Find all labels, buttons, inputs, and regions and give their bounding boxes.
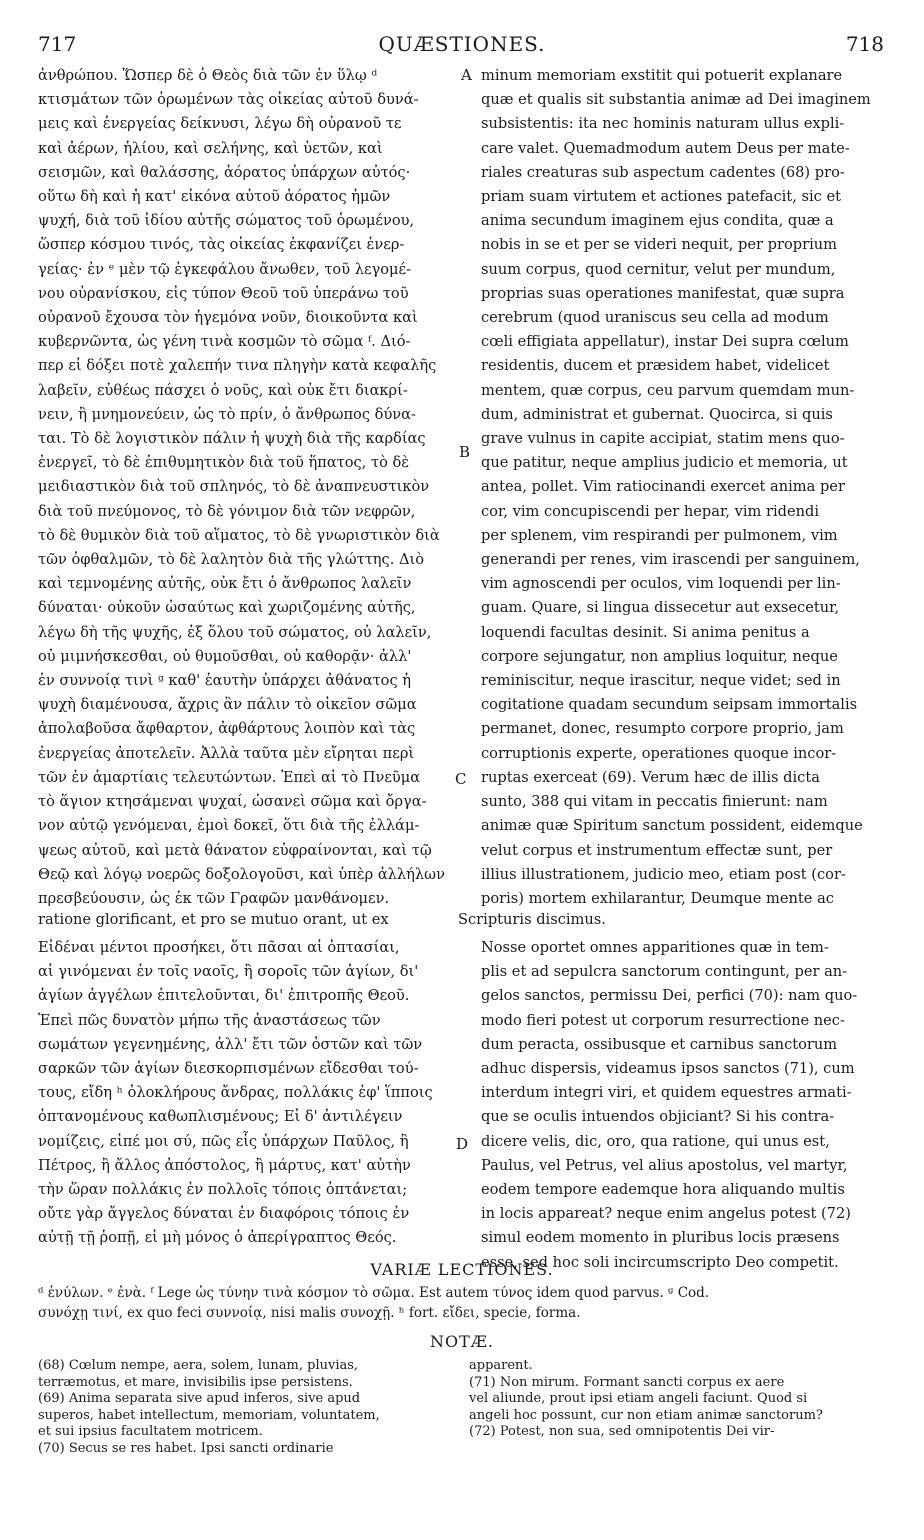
greek-line: περ εἰ δόξει ποτὲ χαλεπήν τινα πληγὴν κατὰ κεφαλῆς [38,357,437,375]
margin-letter-c: C [455,770,467,788]
latin-line: corruptionis experte, operationes quoque incor- [481,744,837,762]
latin-line: velut corpus et instrumentum effectæ sunt, per [481,841,833,859]
latin-line: generandi per renes, vim irascendi per sanguinem, [481,551,860,569]
full-width-line-left: ratione glorificant, et pro se mutuo orant, ut ex [38,911,389,928]
greek-line: νου οὐρανίσκου, εἰς τύπον Θεοῦ τοῦ ὑπεράνω τοῦ [38,284,409,302]
note-line: terræmotus, et mare, invisibilis ipse persistens. [38,1374,353,1390]
latin-line: mentem, quæ corpus, ceu parvum quemdam mun- [481,381,855,399]
latin-line: sunto, 388 qui vitam in peccatis finierunt: nam [481,793,828,811]
greek-line: αὐτῇ τῇ ῥοπῇ, εἰ μὴ μόνος ὁ ἀπερίγραπτος Θεός. [38,1229,397,1247]
notes-left-column [38,1358,456,1457]
greek-line: πρεσβεύουσιν, ὡς ἐκ τῶν Γραφῶν μανθάνομεν. [38,889,390,907]
latin-text-column-2 [481,936,880,1275]
greek-line: διὰ τοῦ πνεύμονος, τὸ δὲ γόνιμον διὰ τῶν νεφρῶν, [38,502,416,520]
latin-line: plis et ad sepulcra sanctorum contingunt, per an- [481,963,848,981]
note-line: (70) Secus se res habet. Ipsi sancti ordinarie [38,1440,334,1456]
margin-letter-b: B [459,443,471,461]
latin-line: animæ quæ Spiritum sanctum possident, eidemque [481,817,863,835]
greek-line: ἐνεργεῖ, τὸ δὲ ἐπιθυμητικὸν διὰ τοῦ ἥπατος, τὸ δὲ [38,454,410,472]
latin-line: corpore sejungatur, non amplius loquitur, neque [481,647,838,665]
latin-line: gelos sanctos, permissu Dei, perfici (70): nam quo- [481,987,858,1005]
greek-line: ψυχὴ διαμένουσα, ἄχρις ἂν πάλιν τὸ οἰκεῖον σῶμα [38,696,417,714]
note-line: (69) Anima separata sive apud inferos, sive apud [38,1391,361,1406]
greek-line: ὀπτανομένους καθωπλισμένους; Εἰ δ' ἀντιλέγειν [38,1108,403,1126]
greek-line: ψυχή, διὰ τοῦ ἰδίου αὐτῆς σώματος τοῦ ὁρωμένου, [38,212,415,230]
latin-line: cogitatione quadam secundum seipsam immortalis [481,696,858,714]
greek-line: τὸ δὲ θυμικὸν διὰ τοῦ αἵματος, τὸ δὲ γνωριστικὸν διὰ [38,526,440,544]
greek-line: οὕτω δὴ καὶ ἡ κατ' εἰκόνα αὐτοῦ ἀόρατος ἡμῶν [38,188,391,206]
greek-line: μειδιαστικὸν διὰ τοῦ σπληνός, τὸ δὲ ἀναπνευστικὸν [38,478,430,496]
right-page-number: 718 [845,32,884,56]
note-line: et sui ipsius facultatem motricem. [38,1424,263,1439]
latin-line: Nosse oportet omnes apparitiones quæ in tem- [481,939,829,956]
greek-line: Θεῷ καὶ λόγῳ νοερῶς δοξολογοῦσι, καὶ ὑπὲρ ἀλλήλων [38,865,445,883]
latin-line: dum, administrat et gubernat. Quocirca, si quis [481,405,833,423]
running-title: QUÆSTIONES. [378,32,546,56]
latin-line: simul eodem momento in pluribus locis præsens [481,1229,840,1247]
greek-line: τὴν ὥραν πολλάκις ἐν πολλοῖς τόποις ὀπτάνεται; [38,1181,408,1199]
latin-line: loquendi facultas desinit. Si anima penitus a [481,623,810,641]
greek-line: αἱ γινόμεναι ἐν τοῖς ναοῖς, ἢ σοροῖς τῶν ἁγίων, δι' [38,963,419,981]
greek-text-column [38,64,454,911]
greek-line: σεισμῶν, καὶ θαλάσσης, ἀόρατος ὑπάρχων αὐτός· [38,163,411,181]
greek-line: οὐ μιμνήσκεσθαι, οὐ θυμοῦσθαι, οὐ καθορᾷν· ἀλλ' [38,647,412,665]
greek-line: νον αὐτῷ γενόμεναι, ἐμοὶ δοκεῖ, ὅτι διὰ τῆς ἐλλάμ- [38,817,420,835]
greek-line: μεις καὶ ἐνεργείας δείκνυσι, λέγω δὴ οὐρανοῦ τε [38,115,402,133]
latin-line: modo fieri potest ut corporum resurrectione nec- [481,1011,845,1029]
latin-line: priam suam virtutem et actiones patefacit, sic et [481,188,841,206]
variae-line: συνόχῃ τινί, ex quo feci συννοίᾳ, nisi malis συνοχῇ. ʰ fort. εἴδει, specie, forma. [38,1305,581,1321]
greek-line: λέγω δὴ τῆς ψυχῆς, ἐξ ὅλου τοῦ σώματος, οὐ λαλεῖν, [38,623,432,641]
latin-line: que patitur, neque amplius judicio et memoria, ut [481,454,848,472]
greek-text-column-2 [38,936,454,1251]
latin-line: ruptas exerceat (69). Verum hæc de illis dicta [481,768,820,786]
latin-line: cœli effigiata appellatur), instar Dei supra cœlum [481,333,849,351]
latin-line: que se oculis intuendos objiciant? Si his contra- [481,1108,835,1126]
latin-line: antea, pollet. Vim ratiocinandi exercet anima per [481,478,845,496]
greek-line: νειν, ἢ μνημονεύειν, ὡς τὸ πρίν, ὁ ἄνθρωπος δύνα- [38,405,416,423]
latin-line: riales creaturas sub aspectum cadentes (68) pro- [481,163,845,181]
latin-line: adhuc dispersis, videamus ipsos sanctos (71), cum [481,1060,855,1078]
greek-line: λαβεῖν, εὐθέως πάσχει ὁ νοῦς, καὶ οὐκ ἔτι διακρί- [38,381,408,399]
margin-letter-d: D [456,1135,469,1153]
greek-line: σαρκῶν τῶν ἁγίων διεσκορπισμένων εἴδεσθαι τού- [38,1060,419,1078]
greek-line: ἀνθρώπου. Ὥσπερ δὲ ὁ Θεὸς διὰ τῶν ἐν ὕλῳ ᵈ [38,67,378,84]
latin-line: dum peracta, ossibusque et carnibus sanctorum [481,1035,838,1053]
greek-line: κυβερνῶντα, ὡς γένη τινὰ κοσμῶν τὸ σῶμα ᶠ. Διό- [38,333,411,351]
latin-line: poris) mortem exhilarantur, Deumque mente ac [481,889,834,907]
latin-line: vim agnoscendi per oculos, vim loquendi per lin- [481,575,841,593]
greek-line: δύναται· οὐκοῦν ὡσαύτως καὶ χωριζομένης αὐτῆς, [38,599,416,617]
variae-lectiones [38,1283,890,1323]
greek-line: ται. Τὸ δὲ λογιστικὸν πάλιν ἡ ψυχὴ διὰ τῆς καρδίας [38,430,426,448]
greek-line: Εἰδέναι μέντοι προσήκει, ὅτι πᾶσαι αἱ ὀπτασίαι, [38,939,400,956]
greek-line: οὐρανοῦ ἔχουσα τὸν ἡγεμόνα νοῦν, διοικοῦντα καὶ [38,309,418,327]
greek-line: τῶν ἐν ἁμαρτίαις τελευτώντων. Ἐπεὶ αἱ τὸ Πνεῦμα [38,768,421,786]
greek-line: ὥσπερ κόσμου τινός, τὰς οἰκείας ἐκφανίζει ἐνερ- [38,236,405,254]
latin-line: esse, sed hoc soli incircumscripto Deo competit. [481,1253,839,1271]
left-page-number: 717 [38,32,77,56]
greek-line: ἐνεργείας ἀποτελεῖν. Ἀλλὰ ταῦτα μὲν εἴρηται περὶ [38,744,415,762]
latin-line: anima secundum imaginem ejus condita, quæ a [481,212,834,230]
greek-line: Ἐπεὶ πῶς δυνατὸν μήπω τῆς ἀναστάσεως τῶν [38,1011,381,1029]
full-width-line-right: Scripturis discimus. [458,911,606,928]
greek-line: γείας· ἐν ᵉ μὲν τῷ ἐγκεφάλου ἄνωθεν, τοῦ λεγομέ- [38,260,412,278]
note-line: (72) Potest, non sua, sed omnipotentis Dei vir- [469,1424,775,1439]
latin-line: permanet, donec, resumpto corpore proprio, jam [481,720,844,738]
latin-line: suum corpus, quod cernitur, velut per mundum, [481,260,836,278]
latin-line: interdum integri viri, et quidem equestres armati- [481,1084,852,1102]
latin-line: cerebrum (quod uraniscus seu cella ad modum [481,309,829,327]
latin-line: residentis, ducem et præsidem habet, videlicet [481,357,830,375]
latin-line: care valet. Quemadmodum autem Deus per mate- [481,139,850,157]
greek-line: καὶ ἀέρων, ἡλίου, καὶ σελήνης, καὶ ὑετῶν, καὶ [38,139,383,157]
greek-line: Πέτρος, ἢ ἄλλος ἀπόστολος, ἢ μάρτυς, κατ' αὐτὴν [38,1156,411,1174]
latin-line: guam. Quare, si lingua dissecetur aut exsecetur, [481,599,840,617]
latin-text-column [481,64,880,911]
latin-line: per splenem, vim respirandi per pulmonem, vim [481,526,838,544]
greek-line: ἀπολαβοῦσα ἄφθαρτον, ἀφθάρτους λοιπὸν καὶ τὰς [38,720,416,738]
greek-line: ἐν συννοίᾳ τινὶ ᵍ καθ' ἑαυτὴν ὑπάρχει ἀθάνατος ἡ [38,672,412,690]
note-line: vel aliunde, prout ipsi etiam angeli faciunt. Quod si [469,1391,808,1406]
variae-line: ᵈ ἐνύλων. ᵉ ἐνὰ. ᶠ Lege ὡς τύνην τινὰ κόσμον τὸ σῶμα. Est autem τύνος idem quod parvus. ᵍ Cod. [38,1285,710,1301]
greek-line: νομίζεις, εἰπέ μοι σύ, πῶς εἷς ὑπάρχων Παῦλος, ἢ [38,1132,409,1150]
greek-line: ἁγίων ἀγγέλων ἐπιτελοῦνται, δι' ἐπιτροπῆς Θεοῦ. [38,987,410,1005]
latin-line: illius illustrationem, judicio meo, etiam post (cor- [481,865,846,883]
note-line: (71) Non mirum. Formant sancti corpus ex aere [469,1374,785,1390]
note-line: superos, habet intellectum, memoriam, voluntatem, [38,1407,380,1423]
greek-line: τὸ ἅγιον κτησάμεναι ψυχαί, ὡσανεὶ σῶμα καὶ ὄργα- [38,793,427,811]
latin-line: subsistentis: ita nec hominis naturam ullus expli- [481,115,845,133]
latin-line: dicere velis, dic, oro, qua ratione, qui unus est, [481,1132,830,1150]
greek-line: τῶν ὀφθαλμῶν, τὸ δὲ λαλητὸν διὰ τῆς γλώττης. Διὸ [38,551,425,569]
latin-line: eodem tempore eademque hora aliquando multis [481,1181,845,1199]
latin-line: cor, vim concupiscendi per hepar, vim ridendi [481,502,820,520]
latin-line: Paulus, vel Petrus, vel alius apostolus, vel martyr, [481,1156,848,1174]
note-line: angeli hoc possunt, cur non etiam animæ sanctorum? [469,1407,823,1423]
greek-line: κτισμάτων τῶν ὁρωμένων τὰς οἰκείας αὐτοῦ δυνά- [38,91,419,109]
latin-line: in locis appareat? neque enim angelus potest (72) [481,1205,851,1223]
greek-line: καὶ τεμνομένης αὐτῆς, οὐκ ἔτι ὁ ἄνθρωπος λαλεῖν [38,575,412,593]
margin-letter-a: A [461,66,472,84]
greek-line: ψεως αὐτοῦ, καὶ μετὰ θάνατον εὐφραίνονται, καὶ τῷ [38,841,432,859]
variae-lectiones-heading: VARIÆ LECTIONES. [370,1260,554,1279]
note-line: (68) Cœlum nempe, aera, solem, lunam, pluvias, [38,1358,359,1373]
latin-line: reminiscitur, neque irascitur, neque videt; sed in [481,672,841,690]
notae-heading: NOTÆ. [430,1332,494,1351]
greek-line: σωμάτων γεγενημένης, ἀλλ' ἔτι τῶν ὀστῶν καὶ τῶν [38,1035,423,1053]
greek-line: τους, εἴδη ʰ ὁλοκλήρους ἄνδρας, πολλάκις ἐφ' ἵπποις [38,1084,433,1102]
latin-line: minum memoriam exstitit qui potuerit explanare [481,67,843,84]
latin-line: grave vulnus in capite accipiat, statim mens quo- [481,430,845,448]
latin-line: nobis in se et per se videri nequit, per proprium [481,236,837,254]
latin-line: quæ et qualis sit substantia animæ ad Dei imaginem [481,91,871,109]
greek-line: οὔτε γὰρ ἄγγελος δύναται ἐν διαφόροις τόποις ἐν [38,1205,410,1223]
notes-right-column [469,1358,887,1441]
note-line: apparent. [469,1358,533,1373]
latin-line: proprias suas operationes manifestat, quæ supra [481,284,845,302]
